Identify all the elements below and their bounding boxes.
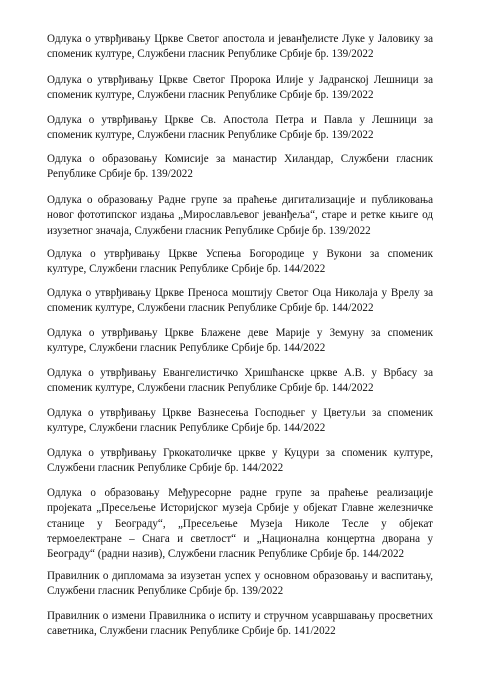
entry-line: термоелектране – Снага и светлост“ и „Национална концертна дворана у — [47, 532, 433, 545]
document-entry — [47, 152, 433, 183]
entry-line: културе, Службени гласник Републике Србије бр. 144/2022 — [47, 422, 326, 435]
document-entry — [47, 609, 433, 640]
entry-line: Одлука о утврђивању Гркокатоличке цркве у Куцури за споменик културе, — [47, 447, 433, 459]
entry-line: Одлука о утврђивању Цркве Св. Апостола Петра и Павла у Лешници за — [47, 114, 433, 126]
document-entry — [47, 73, 433, 104]
document-entry — [47, 446, 433, 477]
entry-line: Одлука о утврђивању Цркве Успења Богородице у Вукони за споменик — [47, 248, 433, 260]
entry-line: изузетног значаја, Службени гласник Републике Србије бр. 139/2022 — [47, 224, 371, 237]
entry-line: Београду“ (радни назив), Службени гласник Републике Србије бр. 144/2022 — [47, 548, 405, 561]
entry-line: споменик културе, Службени гласник Републике Србије бр. 144/2022 — [47, 302, 374, 315]
document-entry — [47, 113, 433, 144]
document-entry — [47, 406, 433, 437]
entry-line: Одлука о утврђивању Цркве Блажене деве Марије у Земуну за споменик — [47, 327, 433, 339]
entry-line: пројеката „Пресељење Историјског музеја Србије у објекат Главне железничке — [47, 502, 433, 515]
entry-line: новог фототипског издања „Мирослављевог јеванђеља“, старе и ретке књиге од — [47, 209, 433, 222]
entry-line: споменик културе, Службени гласник Републике Србије бр. 144/2022 — [47, 382, 374, 395]
entry-line: споменик културе, Службени гласник Републике Србије бр. 139/2022 — [47, 129, 374, 142]
entry-line: станице у Београду“, „Пресељење Музеја Николе Тесле у објекат — [47, 517, 433, 530]
document-entry — [47, 193, 433, 239]
entry-line: Службени гласник Републике Србије бр. 139/2022 — [47, 585, 284, 598]
entry-line: културе, Службени гласник Републике Србије бр. 144/2022 — [47, 342, 326, 355]
entry-line: саветника, Службени гласник Републике Србије бр. 141/2022 — [47, 625, 336, 638]
entry-line: културе, Службени гласник Републике Србије бр. 144/2022 — [47, 263, 326, 276]
entry-line: Правилник о дипломама за изузетан успех у основном образовању и васпитању, — [47, 570, 433, 582]
entry-line: Одлука о образовању Међуресорне радне групе за праћење реализације — [47, 487, 433, 499]
entry-line: Одлука о утврђивању Цркве Вазнесења Господњег у Цветуљи за споменик — [47, 407, 433, 419]
entry-line: Правилник о измени Правилника о испиту и стручном усавршавању просветних — [47, 610, 433, 622]
entry-line: Одлука о утврђивању Цркве Преноса моштију Светог Оца Николаја у Врелу за — [47, 287, 433, 299]
entry-line: Одлука о утврђивању Евангелистичко Хришћанске цркве А.В. у Врбасу за — [47, 367, 433, 379]
document-entry — [47, 326, 433, 357]
document-entry — [47, 286, 433, 317]
entry-line: споменик културе, Службени гласник Републике Србије бр. 139/2022 — [47, 89, 374, 102]
entry-line: Републике Србије бр. 139/2022 — [47, 168, 193, 181]
entry-line: Одлука о утврђивању Цркве Светог апостола и јеванђелисте Луке у Јаловику за — [47, 33, 433, 45]
document-entry — [47, 247, 433, 278]
entry-line: Одлука о образовању Комисије за манастир Хиландар, Службени гласник — [47, 153, 433, 165]
entry-line: Службени гласник Републике Србије бр. 144/2022 — [47, 462, 284, 475]
entry-line: Одлука о образовању Радне групе за праћење дигитализације и публиковања — [47, 194, 433, 206]
entry-line: Одлука о утврђивању Цркве Светог Пророка Илије у Јадранској Лешници за — [47, 74, 433, 86]
document-entry — [47, 32, 433, 63]
document-entry — [47, 569, 433, 600]
document-entry — [47, 486, 433, 562]
document-entry — [47, 366, 433, 397]
entry-line: споменик културе, Службени гласник Републике Србије бр. 139/2022 — [47, 48, 374, 61]
